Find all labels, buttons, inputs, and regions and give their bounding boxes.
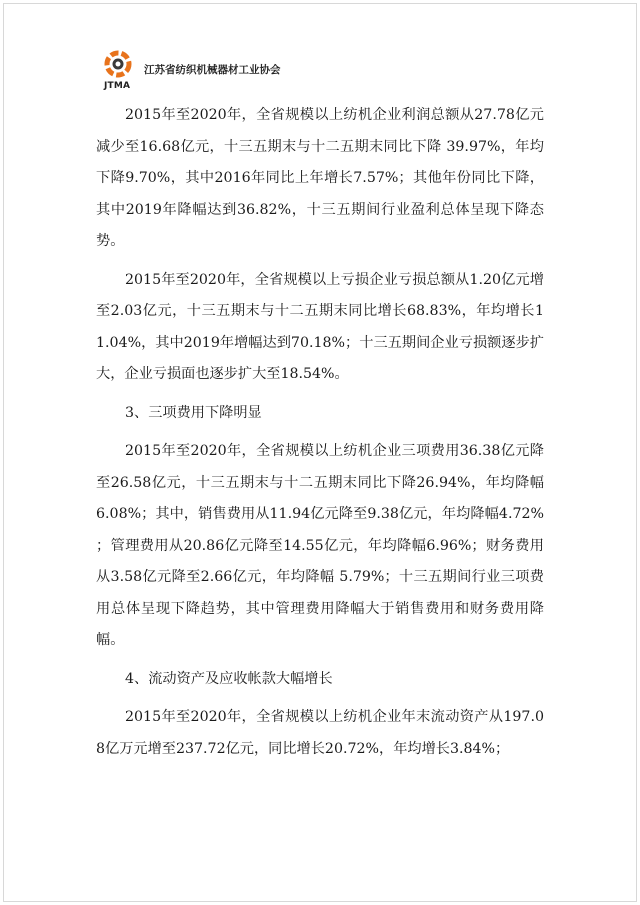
paragraph-expenses: 2015年至2020年，全省规模以上纺机企业三项费用36.38亿元降至26.58亿元，十三五期末与十二五期末同比下降26.94%，年均降幅6.08%；其中，销售费用从11.94亿元降至9.38亿元，年均降幅4.72% ；管理费用从20.86亿元降至14.55亿元，年均降幅6.96%；财务费用从3.58亿元降至2.66亿元，年均降幅 5.79%；十三五期间行业三项费用总体呈现下降趋势，其中管理费用降幅大于销售费用和财务费用降幅。 (96, 443, 544, 648)
organization-name: 江苏省纺织机械器材工业协会 (144, 64, 281, 76)
section-heading-current-assets: 4、流动资产及应收帐款大幅增长 (125, 670, 333, 687)
gear-logo-icon (102, 50, 138, 82)
section-heading-expenses: 3、三项费用下降明显 (125, 404, 262, 421)
paragraph-loss: 2015年至2020年，全省规模以上亏损企业亏损总额从1.20亿元增至2.03亿元，十三五期末与十二五期末同比增长68.83%，年均增长11.04%，其中2019年增幅达到70.18%；十三五期间企业亏损额逐步扩大，企业亏损面也逐步扩大至18.54%。 (96, 271, 544, 382)
document-body (96, 100, 544, 765)
jtma-logo (102, 50, 138, 94)
paragraph-current-assets: 2015年至2020年，全省规模以上纺机企业年末流动资产从197.08亿万元增至237.72亿元，同比增长20.72%，年均增长3.84%； (96, 709, 544, 757)
logo-text: JTMA (104, 81, 131, 91)
paragraph-profit: 2015年至2020年，全省规模以上纺机企业利润总额从27.78亿元减少至16.68亿元，十三五期末与十二五期末同比下降 39.97%，年均下降9.70%，其中2016年同比上年增长7.57%；其他年份同比下降，其中2019年降幅达到36.82%，十三五期间行业盈利总体呈现下降态势。 (96, 107, 544, 249)
document-header (102, 50, 281, 94)
